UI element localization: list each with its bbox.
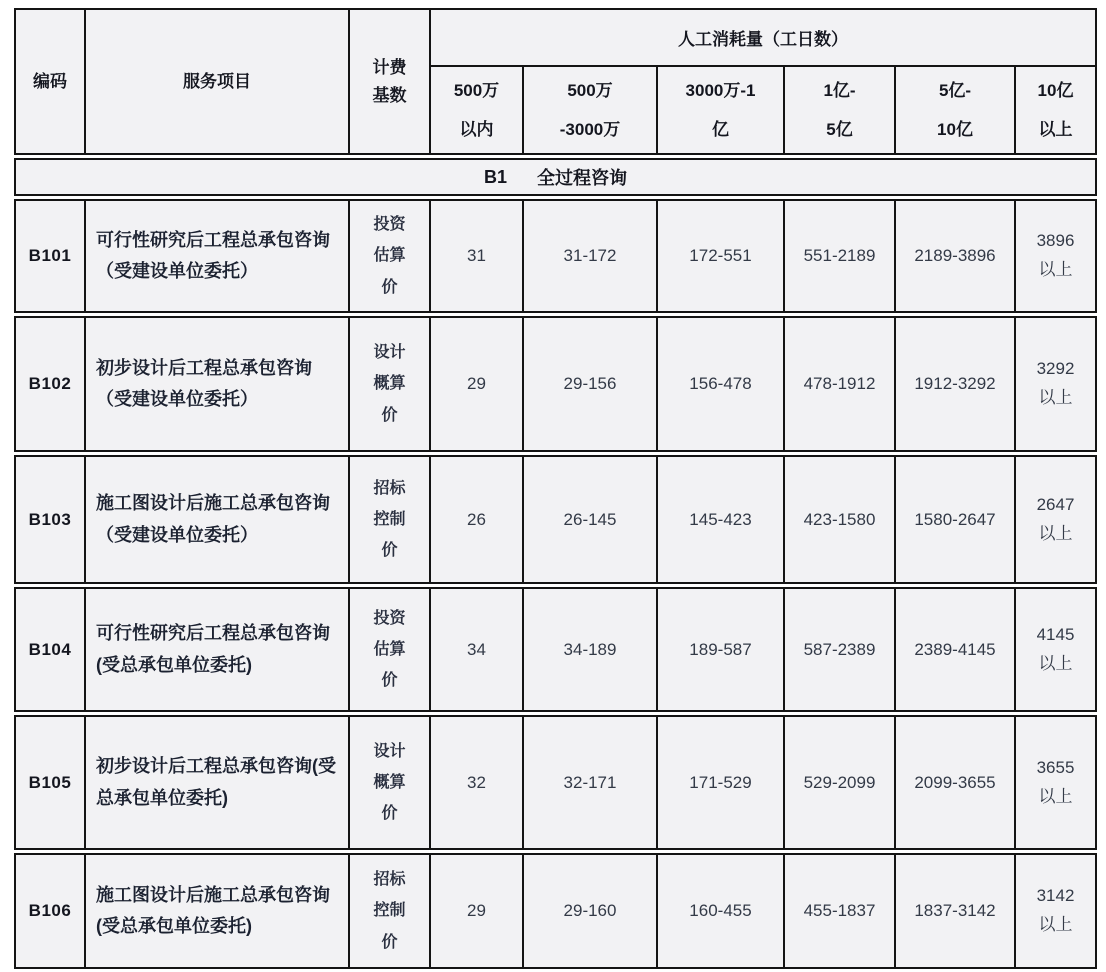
cell-range-5	[1016, 318, 1095, 450]
cell-range-1: 26-145	[524, 457, 658, 582]
header-basis-line1: 计费	[372, 58, 407, 78]
table-row-b106	[14, 853, 1097, 969]
basis-line: 概算	[373, 375, 406, 393]
over-number: 4145	[1036, 624, 1075, 644]
table-row-b103	[14, 455, 1097, 584]
over-number: 3896	[1036, 231, 1075, 251]
basis-line: 价	[381, 672, 398, 690]
cell-basis	[350, 457, 431, 582]
over-suffix: 以上	[1038, 388, 1073, 407]
header-range-4	[896, 67, 1016, 153]
basis-line: 概算	[373, 773, 406, 791]
over-number: 3142	[1036, 886, 1075, 906]
range-0-line2: 以内	[459, 119, 494, 139]
basis-line: 设计	[373, 344, 406, 362]
range-2-line2: 亿	[712, 119, 729, 139]
over-suffix: 以上	[1038, 653, 1073, 673]
fee-schedule-table	[14, 8, 1097, 972]
cell-range-3: 587-2389	[785, 589, 896, 710]
section-title: 全过程咨询	[537, 168, 627, 188]
over-suffix: 以上	[1038, 786, 1073, 806]
cell-range-1: 29-156	[524, 318, 658, 450]
cell-range-0: 29	[431, 318, 524, 450]
cell-range-2: 171-529	[658, 717, 785, 848]
header-range-5	[1016, 67, 1095, 153]
over-suffix: 以上	[1038, 260, 1073, 279]
header-service-label: 服务项目	[183, 71, 251, 91]
cell-range-5	[1016, 201, 1095, 311]
basis-line: 价	[381, 933, 398, 951]
range-5-line1: 10亿	[1037, 80, 1074, 100]
cell-range-1: 32-171	[524, 717, 658, 848]
cell-service: 初步设计后工程总承包咨询（受建设单位委托）	[86, 318, 350, 450]
cell-range-0: 31	[431, 201, 524, 311]
cell-range-0: 29	[431, 855, 524, 967]
basis-line: 控制	[373, 510, 406, 528]
cell-code: B105	[16, 717, 86, 848]
cell-range-3: 529-2099	[785, 717, 896, 848]
over-suffix: 以上	[1038, 915, 1073, 934]
cell-code: B106	[16, 855, 86, 967]
cell-range-4: 2099-3655	[896, 717, 1016, 848]
cell-range-4: 2189-3896	[896, 201, 1016, 311]
cell-range-2: 172-551	[658, 201, 785, 311]
cell-range-0: 32	[431, 717, 524, 848]
basis-line: 价	[381, 805, 398, 823]
cell-range-4: 1580-2647	[896, 457, 1016, 582]
header-group-column	[431, 10, 1095, 153]
over-number: 2647	[1036, 494, 1075, 514]
basis-line: 价	[381, 278, 398, 296]
header-range-columns	[431, 67, 1095, 153]
range-1-line1: 500万	[567, 80, 613, 100]
table-row-b104	[14, 587, 1097, 712]
cell-service: 施工图设计后施工总承包咨询(受总承包单位委托)	[86, 855, 350, 967]
table-row-b101	[14, 199, 1097, 313]
header-range-0	[431, 67, 524, 153]
cell-range-4: 1912-3292	[896, 318, 1016, 450]
cell-range-0: 34	[431, 589, 524, 710]
range-2-line1: 3000万-1	[685, 80, 756, 100]
cell-range-0: 26	[431, 457, 524, 582]
range-4-line1: 5亿-	[938, 80, 972, 100]
header-cell-code	[16, 10, 86, 153]
cell-basis	[350, 318, 431, 450]
cell-range-5	[1016, 855, 1095, 967]
cell-range-2: 189-587	[658, 589, 785, 710]
cell-basis	[350, 201, 431, 311]
cell-basis	[350, 717, 431, 848]
header-cell-basis	[350, 10, 431, 153]
over-number: 3292	[1036, 359, 1075, 379]
cell-range-3: 478-1912	[785, 318, 896, 450]
table-row-b105	[14, 715, 1097, 850]
cell-basis	[350, 589, 431, 710]
range-1-line2: -3000万	[559, 119, 621, 139]
header-range-2	[658, 67, 785, 153]
cell-range-1: 34-189	[524, 589, 658, 710]
header-basis-line2: 基数	[372, 85, 407, 105]
basis-line: 价	[381, 406, 398, 424]
cell-range-4: 2389-4145	[896, 589, 1016, 710]
cell-basis	[350, 855, 431, 967]
cell-code: B101	[16, 201, 86, 311]
header-cell-service	[86, 10, 350, 153]
cell-range-5	[1016, 457, 1095, 582]
header-code-label: 编码	[33, 71, 67, 91]
over-suffix: 以上	[1038, 523, 1073, 543]
header-group-title: 人工消耗量（工日数）	[431, 10, 1095, 67]
cell-range-1: 31-172	[524, 201, 658, 311]
over-number: 3655	[1036, 757, 1075, 777]
cell-service: 可行性研究后工程总承包咨询（受建设单位委托）	[86, 201, 350, 311]
cell-code: B104	[16, 589, 86, 710]
cell-service: 可行性研究后工程总承包咨询(受总承包单位委托)	[86, 589, 350, 710]
cell-service: 初步设计后工程总承包咨询(受总承包单位委托)	[86, 717, 350, 848]
table-header-row	[14, 8, 1097, 155]
cell-code: B102	[16, 318, 86, 450]
cell-range-2: 145-423	[658, 457, 785, 582]
cell-range-2: 160-455	[658, 855, 785, 967]
range-0-line1: 500万	[453, 80, 500, 100]
cell-range-5	[1016, 717, 1095, 848]
basis-line: 投资	[373, 216, 406, 234]
basis-line: 控制	[373, 902, 406, 920]
range-3-line2: 5亿	[826, 119, 853, 139]
table-row-b102	[14, 316, 1097, 452]
cell-range-3: 423-1580	[785, 457, 896, 582]
range-4-line2: 10亿	[937, 119, 973, 139]
basis-line: 估算	[373, 640, 406, 658]
section-row-b1	[14, 158, 1097, 196]
cell-range-4: 1837-3142	[896, 855, 1016, 967]
section-code: B1	[483, 166, 507, 187]
cell-range-3: 455-1837	[785, 855, 896, 967]
cell-range-2: 156-478	[658, 318, 785, 450]
range-5-line2: 以上	[1038, 119, 1073, 139]
cell-code: B103	[16, 457, 86, 582]
basis-line: 招标	[373, 871, 406, 889]
basis-line: 设计	[373, 742, 406, 760]
range-3-line1: 1亿-	[823, 80, 856, 100]
cell-range-5	[1016, 589, 1095, 710]
basis-line: 投资	[373, 609, 406, 627]
header-range-3	[785, 67, 896, 153]
cell-service: 施工图设计后施工总承包咨询（受建设单位委托）	[86, 457, 350, 582]
cell-range-1: 29-160	[524, 855, 658, 967]
cell-range-3: 551-2189	[785, 201, 896, 311]
basis-line: 估算	[373, 247, 406, 265]
basis-line: 价	[381, 542, 398, 560]
header-range-1	[524, 67, 658, 153]
basis-line: 招标	[373, 479, 406, 497]
